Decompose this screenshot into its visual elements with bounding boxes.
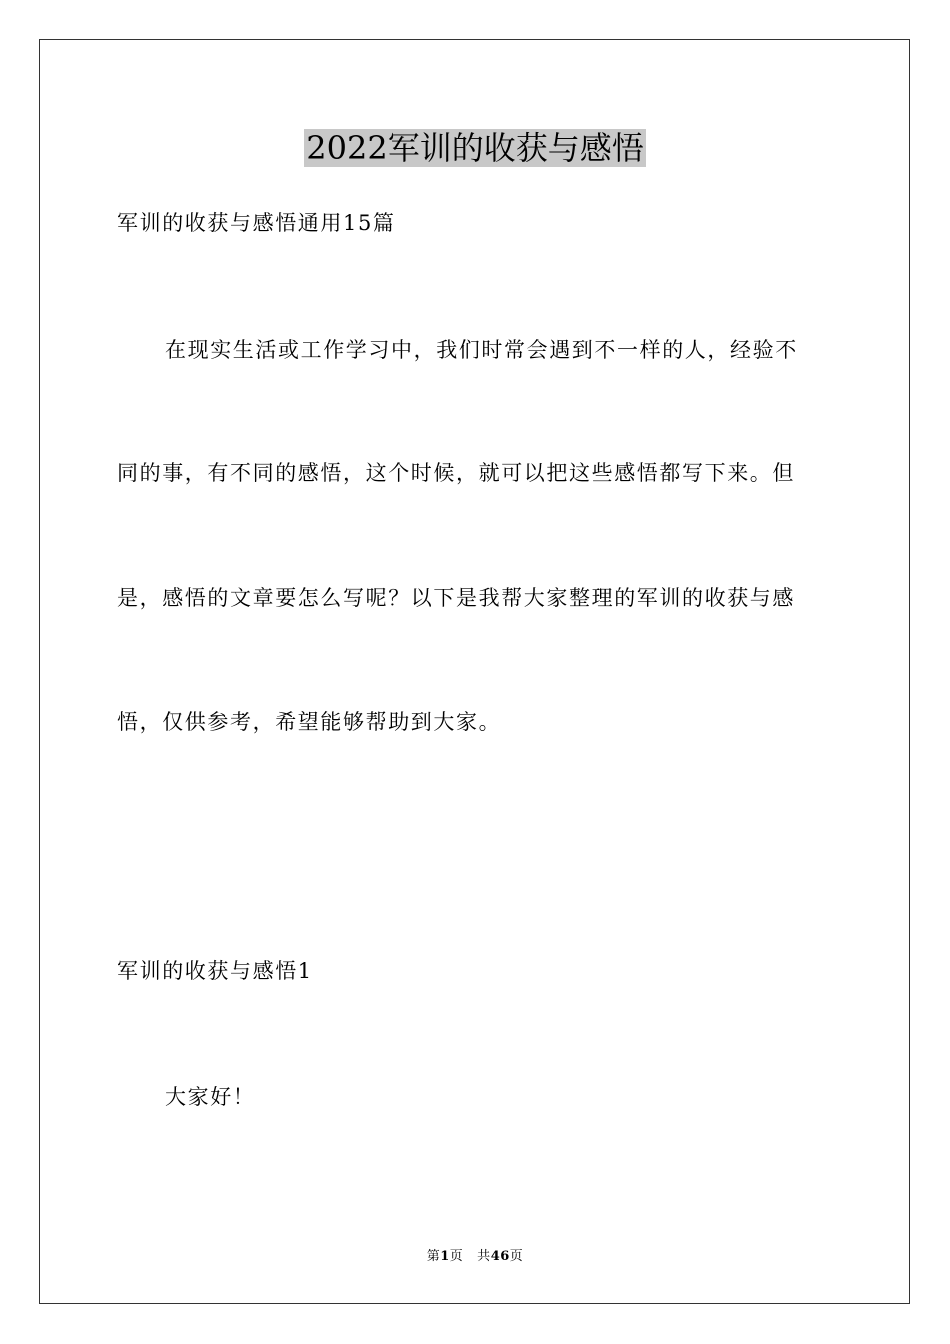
- intro-line-4: 悟，仅供参考，希望能够帮助到大家。: [117, 710, 502, 734]
- intro-line-2: 同的事，有不同的感悟，这个时候，就可以把这些感悟都写下来。但: [117, 461, 795, 485]
- document-subtitle: 军训的收获与感悟通用15篇: [117, 211, 396, 235]
- footer-total-suffix: 页: [509, 1249, 524, 1264]
- greeting-text: 大家好！: [165, 1085, 256, 1109]
- footer-page-prefix: 第: [426, 1249, 441, 1264]
- footer-total-pages: 46: [490, 1249, 510, 1264]
- footer-page-suffix: 页: [449, 1249, 464, 1264]
- document-title-text: 2022军训的收获与感悟: [306, 129, 644, 167]
- footer-page-number: 1: [440, 1249, 450, 1264]
- footer-total-prefix: 共: [477, 1249, 491, 1264]
- page-footer: [0, 1248, 950, 1266]
- intro-line-1: 在现实生活或工作学习中，我们时常会遇到不一样的人，经验不: [165, 338, 798, 362]
- intro-line-3: 是，感悟的文章要怎么写呢？以下是我帮大家整理的军训的收获与感: [117, 586, 795, 610]
- section-heading: 军训的收获与感悟1: [117, 959, 313, 983]
- document-title: [0, 128, 950, 168]
